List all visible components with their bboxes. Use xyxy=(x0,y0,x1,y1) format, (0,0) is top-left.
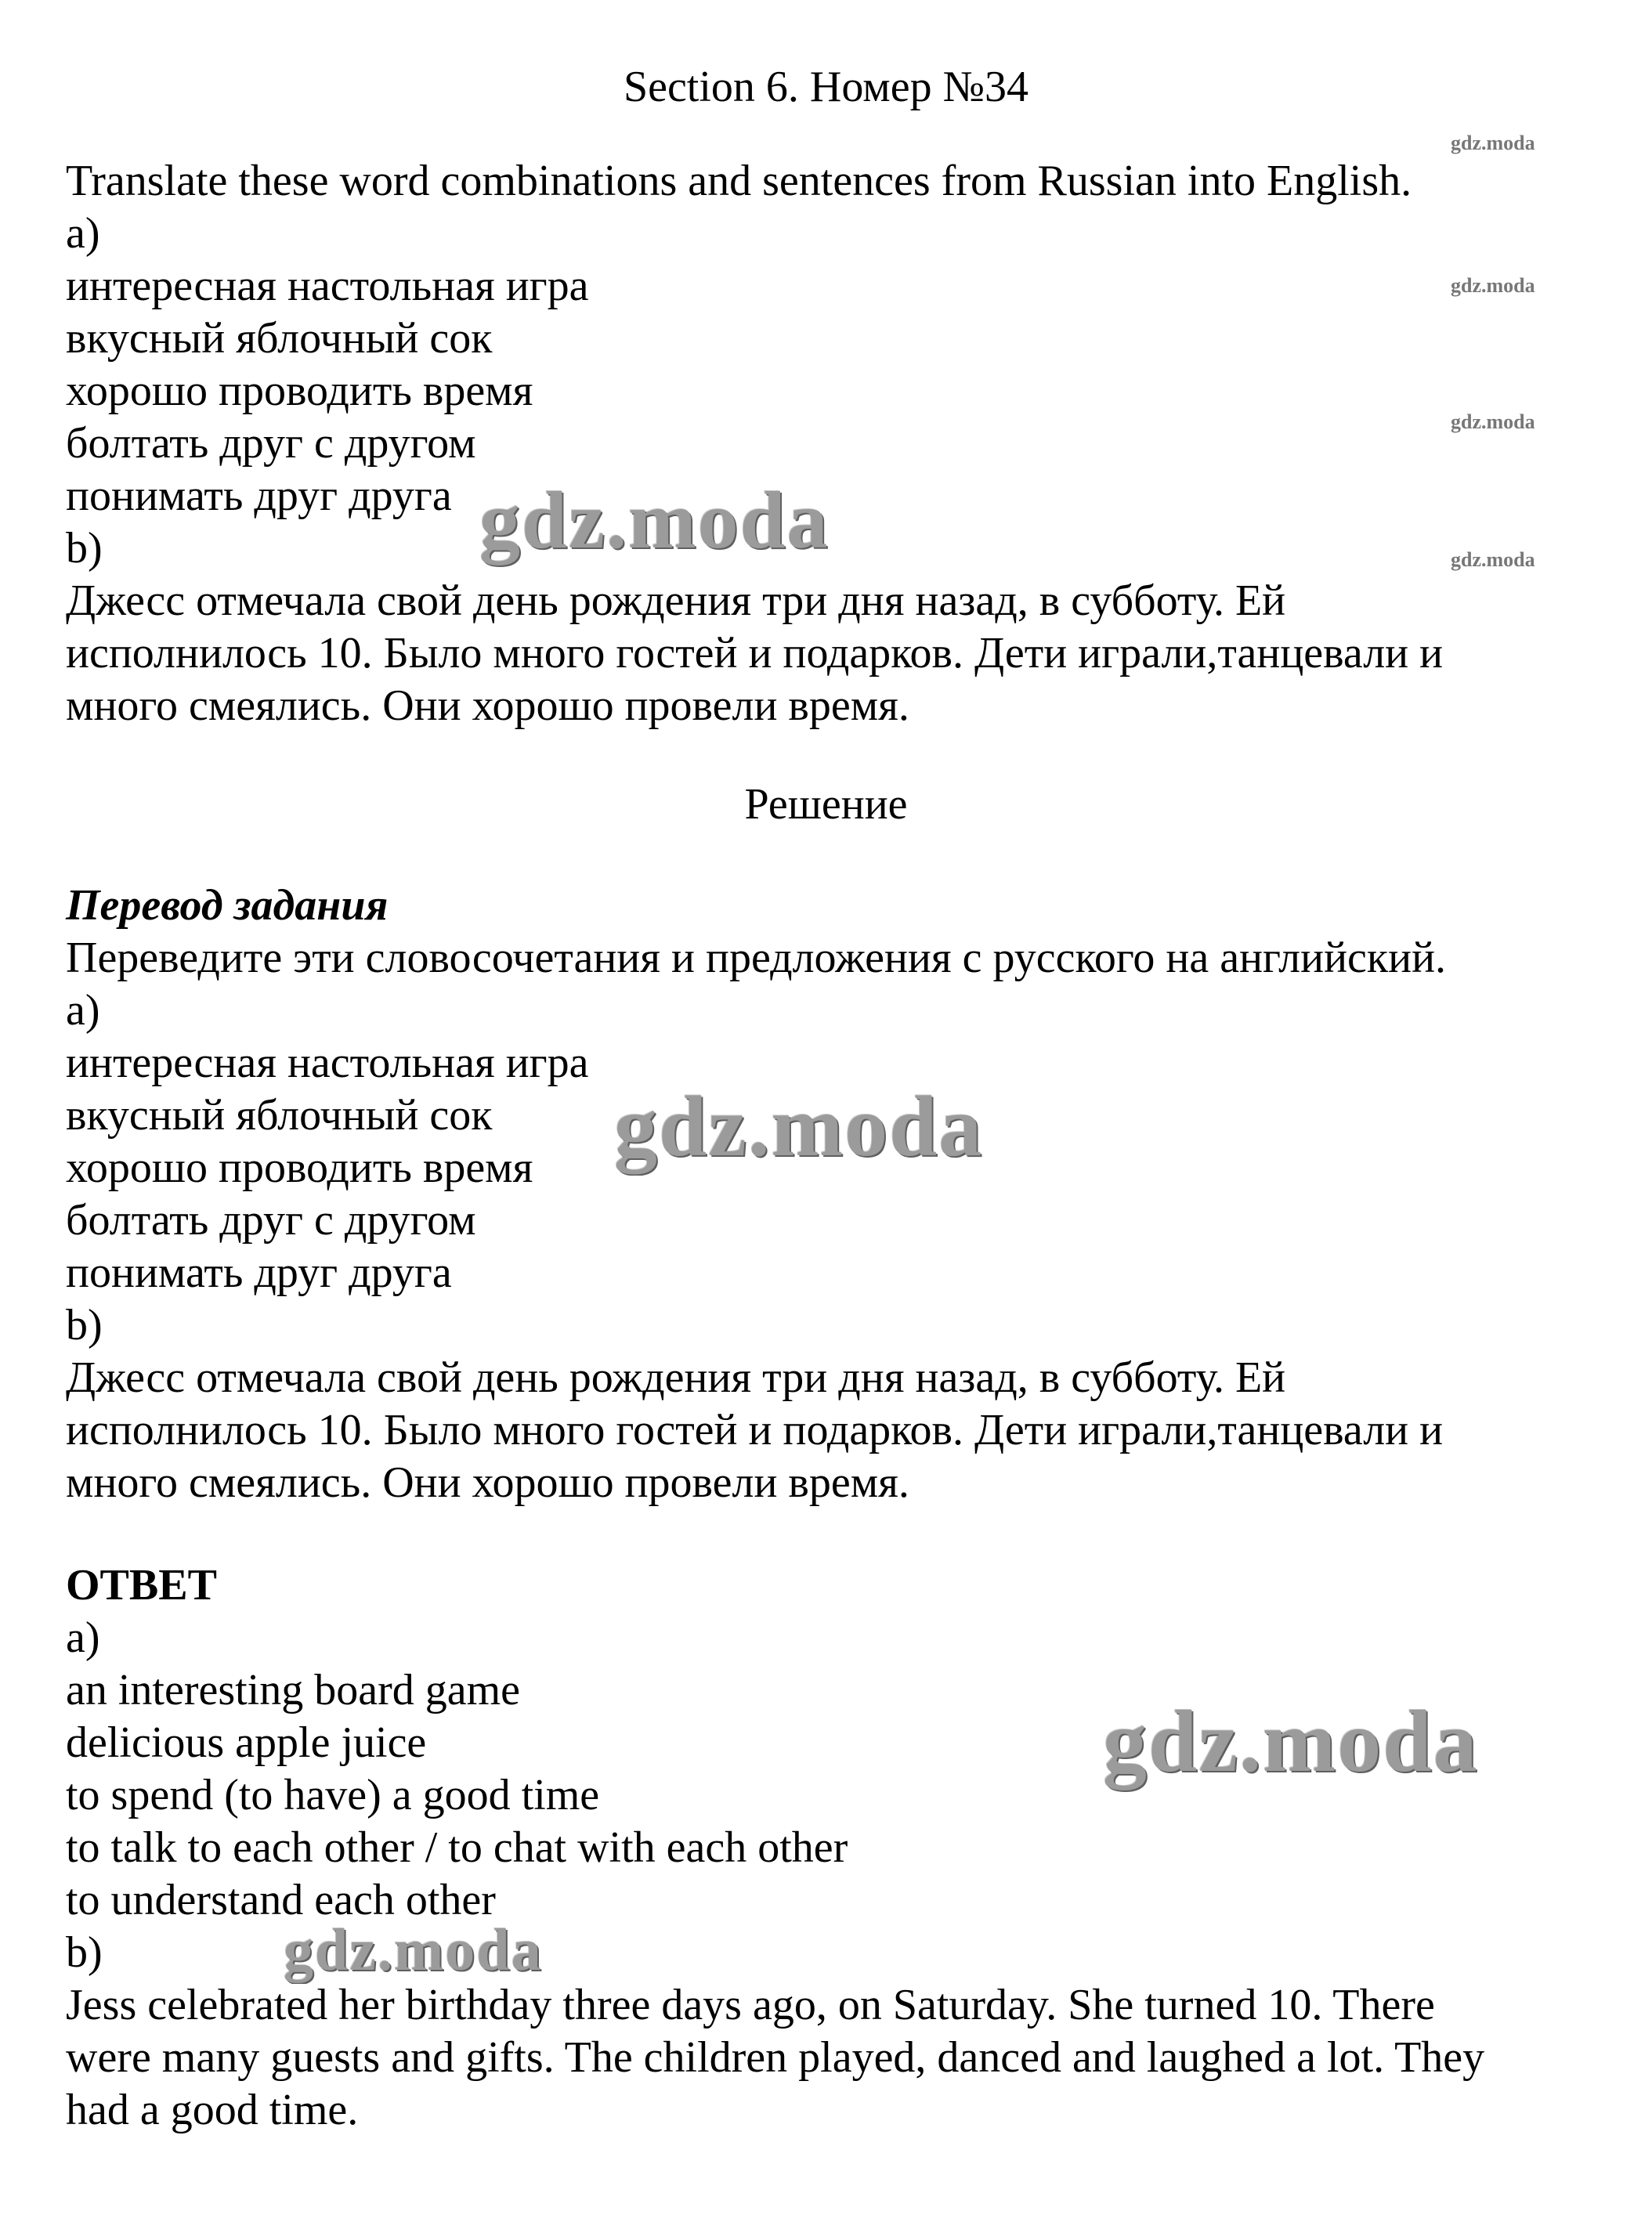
answer-part-a-item: delicious apple juice xyxy=(66,1718,427,1767)
solution-part-b-line: исполнилось 10. Было много гостей и подарков. Дети играли,танцевали и xyxy=(66,1406,1444,1454)
watermark-small: gdz.moda xyxy=(1451,548,1535,571)
task-part-a-item: вкусный яблочный сок xyxy=(66,314,493,363)
solution-heading: Решение xyxy=(744,780,908,829)
solution-part-a-item: интересная настольная игра xyxy=(66,1039,589,1087)
task-part-b-line: Джесс отмечала свой день рождения три дня назад, в субботу. Ей xyxy=(66,576,1286,625)
task-part-a-label: a) xyxy=(66,209,100,258)
answer-part-b-label: b) xyxy=(66,1928,103,1977)
answer-heading: ОТВЕТ xyxy=(66,1561,217,1610)
solution-part-a-label: a) xyxy=(66,986,100,1035)
answer-part-b-line: Jess celebrated her birthday three days ago, on Saturday. She turned 10. There xyxy=(66,1981,1435,2029)
task-part-a-item: интересная настольная игра xyxy=(66,262,589,310)
solution-part-a-item: вкусный яблочный сок xyxy=(66,1091,493,1140)
task-part-b-line: исполнилось 10. Было много гостей и подарков. Дети играли,танцевали и xyxy=(66,629,1444,677)
task-part-b-line: много смеялись. Они хорошо провели время. xyxy=(66,681,909,730)
task-instruction: Translate these word combinations and sentences from Russian into English. xyxy=(66,157,1412,205)
task-part-b-label: b) xyxy=(66,524,103,573)
answer-part-a-item: an interesting board game xyxy=(66,1666,521,1714)
watermark-small: gdz.moda xyxy=(1451,132,1535,154)
task-part-a-item: хорошо проводить время xyxy=(66,367,533,415)
answer-part-a-item: to talk to each other / to chat with each other xyxy=(66,1823,848,1872)
watermark-small: gdz.moda xyxy=(1451,274,1535,297)
solution-part-b-line: много смеялись. Они хорошо провели время. xyxy=(66,1458,909,1507)
answer-part-b-line: had a good time. xyxy=(66,2086,359,2134)
translation-heading: Перевод задания xyxy=(66,881,389,930)
page-title: Section 6. Номер №34 xyxy=(623,63,1029,111)
answer-part-b-line: were many guests and gifts. The children played, danced and laughed a lot. They xyxy=(66,2033,1485,2082)
answer-part-a-item: to understand each other xyxy=(66,1876,496,1924)
watermark-large: gdz.moda xyxy=(614,1078,984,1174)
watermark-large: gdz.moda xyxy=(1103,1693,1479,1790)
task-part-a-item: понимать друг друга xyxy=(66,471,452,520)
task-part-a-item: болтать друг с другом xyxy=(66,419,476,468)
solution-instruction: Переведите эти словосочетания и предложения с русского на английский. xyxy=(66,934,1447,982)
solution-part-a-item: хорошо проводить время xyxy=(66,1143,533,1192)
solution-part-b-label: b) xyxy=(66,1301,103,1349)
watermark-large: gdz.moda xyxy=(479,475,830,565)
watermark-large: gdz.moda xyxy=(284,1917,543,1983)
answer-part-a-label: a) xyxy=(66,1613,100,1662)
solution-part-a-item: болтать друг с другом xyxy=(66,1196,476,1245)
solution-part-b-line: Джесс отмечала свой день рождения три дня назад, в субботу. Ей xyxy=(66,1353,1286,1402)
solution-part-a-item: понимать друг друга xyxy=(66,1248,452,1297)
watermark-small: gdz.moda xyxy=(1451,410,1535,433)
answer-part-a-item: to spend (to have) a good time xyxy=(66,1771,600,1819)
